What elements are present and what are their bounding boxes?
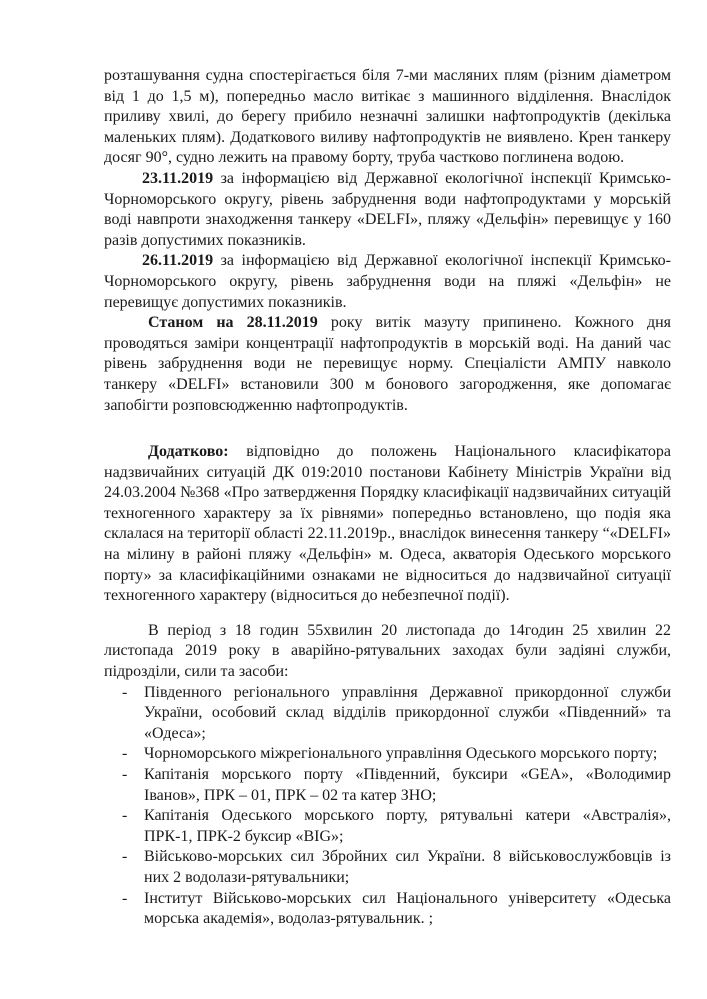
- list-item-text: Військово-морських сил Збройних сил України. 8 військовослужбовців із них 2 водолази-рятувальники;: [144, 848, 671, 886]
- paragraph-26-11-text: за інформацією від Державної екологічної інспекції Кримсько-Чорноморського округу, рівень забруднення води на пляжі «Дельфін» не перевищує допустимих показників.: [104, 252, 671, 311]
- paragraph-additionally: [104, 442, 671, 607]
- additionally-lead: Додатково:: [148, 443, 229, 461]
- date-23-11-2019: 23.11.2019: [142, 169, 214, 187]
- list-dash: -: [122, 807, 128, 825]
- status-lead: Станом на 28.11.2019: [148, 314, 318, 332]
- list-item-text: Капітанія Одеського морського порту, рятувальні катери «Австралія», ПРК-1, ПРК-2 буксир «BIG»;: [144, 807, 671, 845]
- additionally-text: відповідно до положень Національного класифікатора надзвичайних ситуацій ДК 019:2010 постанови Кабінету Міністрів України від 24.03.2004 №368 «Про затвердження Порядку класифікації надзвичайних ситуацій техногенного характеру за їх рівнями» попередньо встановлено, що подія яка склалася на території області 22.11.2019р., внаслідок винесення танкеру “«DELFI» на мілину в районі пляжу «Дельфін» м. Одеса, акваторія Одеського морського порту» за класифікаційними ознаками не відноситься до надзвичайної ситуації техногенного характеру (відноситься до небезпечної події).: [104, 443, 671, 605]
- list-item: [104, 806, 671, 847]
- paragraph-status-28-11-2019: [104, 313, 671, 416]
- list-item-text: Інститут Військово-морських сил Національного університету «Одеська морська академія», водолаз-рятувальник. ;: [144, 889, 671, 928]
- paragraph-period: В період з 18 годин 55хвилин 20 листопада до 14годин 25 хвилин 22 листопада 2019 року в аварійно-рятувальних заходах були задіяні служби, підрозділи, сили та засоби:: [104, 621, 671, 681]
- paragraph-26-11-2019: [104, 251, 671, 313]
- list-item: [104, 765, 671, 806]
- paragraph-23-11-text: за інформацією від Державної екологічної інспекції Кримсько-Чорноморського округу, рівень забруднення води нафтопродуктами у морській воді навпроти знаходження танкеру «DELFI», пляжу «Дельфін» перевищує у 160 разів допустимих показників.: [104, 169, 671, 249]
- services-list: [104, 683, 671, 930]
- list-item-text: Південного регіонального управління Державної прикордонної служби України, особовий склад відділів прикордонної служби «Південний» та «Одеса»;: [144, 683, 671, 742]
- list-dash: -: [122, 889, 128, 907]
- list-item-text: Чорноморського міжрегіонального управління Одеського морського порту;: [144, 745, 658, 763]
- list-item: [104, 683, 671, 745]
- list-dash: -: [122, 766, 128, 783]
- list-item: [104, 744, 671, 765]
- list-item-text: Капітанія морського порту «Південний, буксири «GEA», «Володимир Іванов», ПРК – 01, ПРК – 02 та катер ЗНО;: [144, 766, 671, 804]
- list-dash: -: [122, 683, 128, 701]
- list-item: [104, 847, 671, 888]
- list-dash: -: [122, 848, 128, 866]
- list-dash: -: [122, 745, 128, 763]
- paragraph-23-11-2019: [104, 169, 671, 251]
- date-26-11-2019: 26.11.2019: [142, 252, 214, 270]
- paragraph-ship-position: розташування судна спостерігається біля 7-ми масляних плям (різним діаметром від 1 до 1,5 м), попередньо масло витікає з машинного відділення. Внаслідок приливу хвилі, до берегу прибило незначні залишки нафтопродуктів (декілька маленьких плям). Додаткового виливу нафтопродуктів не виявлено. Крен танкеру досяг 90°, судно лежить на правому борту, труба частково поглинена водою.: [104, 67, 671, 167]
- list-item: [104, 889, 671, 930]
- status-text: року витік мазуту припинено. Кожного дня проводяться заміри концентрації нафтопродуктів в морській воді. На даний час рівень забруднення води не перевищує норму. Спеціалісти АМПУ навколо танкеру «DELFI» встановили 300 м бонового загородження, яке допомагає запобігти розповсюдженню нафтопродуктів.: [104, 314, 672, 414]
